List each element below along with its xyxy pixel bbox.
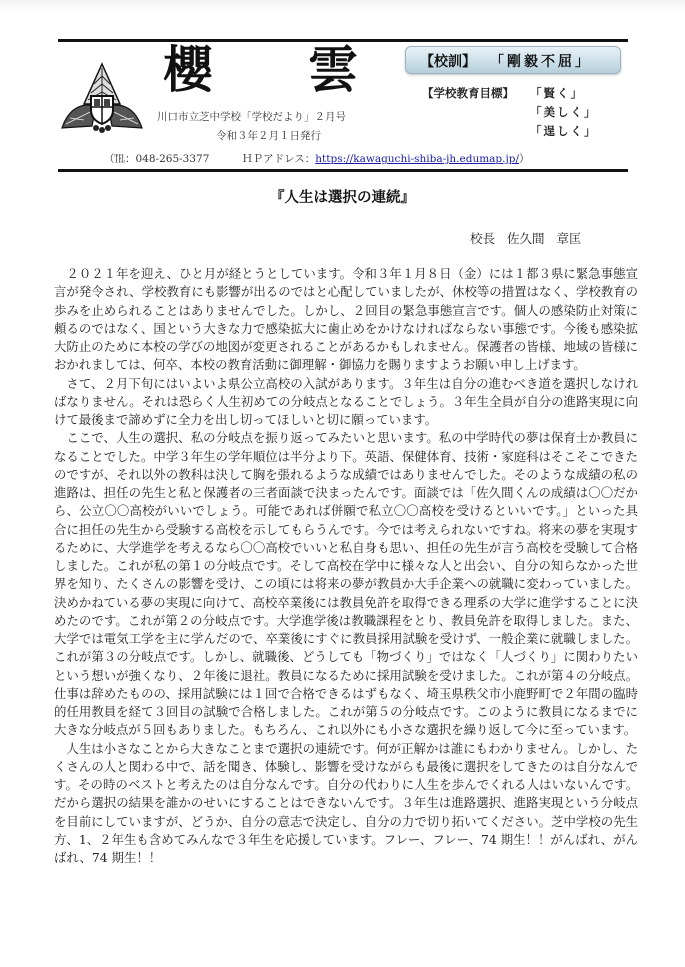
article-paragraph: ２０２１年を迎え、ひと月が経とうとしています。令和３年１月８日（金）には１都３県に緊急事態宣言が発令され、学校教育にも影響が出るのではと心配していましたが、休校等の措置はなく、学校教育の歩みを止められることはありませんでした。しかし、２回目の緊急事態宣言です。個人の感染防止対策に頼るのではなく、国という大きな力で感染拡大に歯止めをかけなければならない事態です。今後も感染拡大防止のために本校の学びの地図が変更されることがあるかもしれません。保護者の皆様、地域の皆様におかれましては、何卒、本校の教育活動に御理解・御協力を賜りますようお願い申し上げます。: [54, 266, 638, 373]
article-paragraph: さて、２月下旬にはいよいよ県公立高校の入試があります。３年生は自分の進むべき道を選択しなければなりません。それは恐らく人生初めての分岐点となることでしょう。３年生全員が自分の進路実現に向けて最後まで諦めずに全力を出し切ってほしいと切に願っています。: [54, 375, 638, 427]
header-bottom-rule: [58, 169, 628, 172]
education-goal-item: 「賢く」: [530, 86, 584, 100]
homepage-link[interactable]: https://kawaguchi-shiba-jh.edumap.jp/: [315, 153, 519, 165]
contact-suffix: ）: [519, 153, 530, 165]
contact-line: [104, 152, 530, 166]
phone-number: 048-265-3377: [135, 153, 210, 165]
masthead-char-2: 雲: [308, 40, 358, 99]
issue-date: 令和３年２月１日発行: [216, 130, 321, 142]
motto-value: 「剛毅不屈」: [490, 54, 592, 70]
education-goals-label: 【学校教育目標】: [422, 86, 514, 100]
masthead-char-1: 櫻: [163, 40, 213, 99]
education-goal-item: 「美しく」: [530, 105, 598, 119]
article-paragraph: ここで、人生の選択、私の分岐点を振り返ってみたいと思います。私の中学時代の夢は保育士か教員になることでした。中学３年生の学年順位は半分より下。英語、保健体育、技術・家庭科はそこそこできたのですが、それ以外の教科は決して胸を張れるような成績ではありませんでした。そのような成績の私の進路は、担任の先生と私と保護者の三者面談で決まったんです。面談では「佐久間くんの成績は〇〇だから、公立〇〇高校がいいでしょう。可能であれば併願で私立〇〇高校を受けるといいです。」といった具合に担任の先生から受験する高校を示してもらうんです。今では考えられないですね。将来の夢を実現するために、大学進学を考えるなら〇〇高校でいいと私自身も思い、担任の先生が言う高校を受験して合格しました。これが私の第１の分岐点です。そして高校在学中に様々な人と出会い、自分の知らなかった世界を知り、たくさんの影響を受け、この頃には将来の夢が教員か大手企業への就職に変わっていました。決めかねている夢の実現に向けて、高校卒業後には教員免許を取得できる理系の大学に進学することに決めたのです。これが第２の分岐点です。大学進学後は教職課程をとり、教員免許を取得しました。また、大学では電気工学を主に学んだので、卒業後にすぐに教員採用試験を受けず、一般企業に就職しました。これが第３の分岐点です。しかし、就職後、どうしても「物づくり」ではなく「人づくり」に関わりたいという想いが強くなり、２年後に退社。教員になるために採用試験を受けました。これが第４の分岐点。仕事は辞めたものの、採用試験には１回で合格できるはずもなく、埼玉県秩父市小鹿野町で２年間の臨時的任用教員を経て３回目の試験で合格しました。これが第５の分岐点です。このように教員になるまでに大きな分岐点が５回もありました。もちろん、これ以外にも小さな選択を繰り返して今に至っています。: [54, 430, 638, 738]
page-top-shade: [0, 0, 685, 12]
school-crest-icon: [60, 62, 144, 134]
phone-prefix: （℡：: [104, 153, 136, 165]
article-body: [54, 265, 638, 867]
article-title: 『人生は選択の連続』: [270, 190, 415, 206]
school-motto-box: [405, 46, 621, 74]
article-paragraph: 人生は小さなことから大きなことまで選択の連続です。何が正解かは誰にもわかりません。しかし、たくさんの人と関わる中で、話を聞き、体験し、影響を受けながらも最後に選択をしてきたのは自分なんです。その時のベストと考えたのは自分なんです。自分の代わりに人生を歩んでくれる人はいないんです。だから選択の結果を誰かのせいにすることはできないんです。３年生は進路選択、進路実現という分岐点を目前にしていますが、どうか、自分の意志で決定し、自分の力で切り拓いてください。芝中学校の先生方、1、２年生も含めてみんなで３年生を応援しています。フレー、フレー、74 期生！！がんばれ、がんばれ、74 期生！！: [54, 740, 638, 865]
newsletter-subtitle: 川口市立芝中学校「学校だより」２月号: [157, 111, 346, 123]
masthead-title: [163, 40, 378, 98]
education-goal-item: 「逞しく」: [530, 124, 598, 138]
motto-label: 【校訓】: [420, 54, 476, 70]
hp-label: ＨＰアドレス：: [242, 153, 316, 165]
article-author: 校長 佐久間 章匡: [470, 231, 582, 246]
